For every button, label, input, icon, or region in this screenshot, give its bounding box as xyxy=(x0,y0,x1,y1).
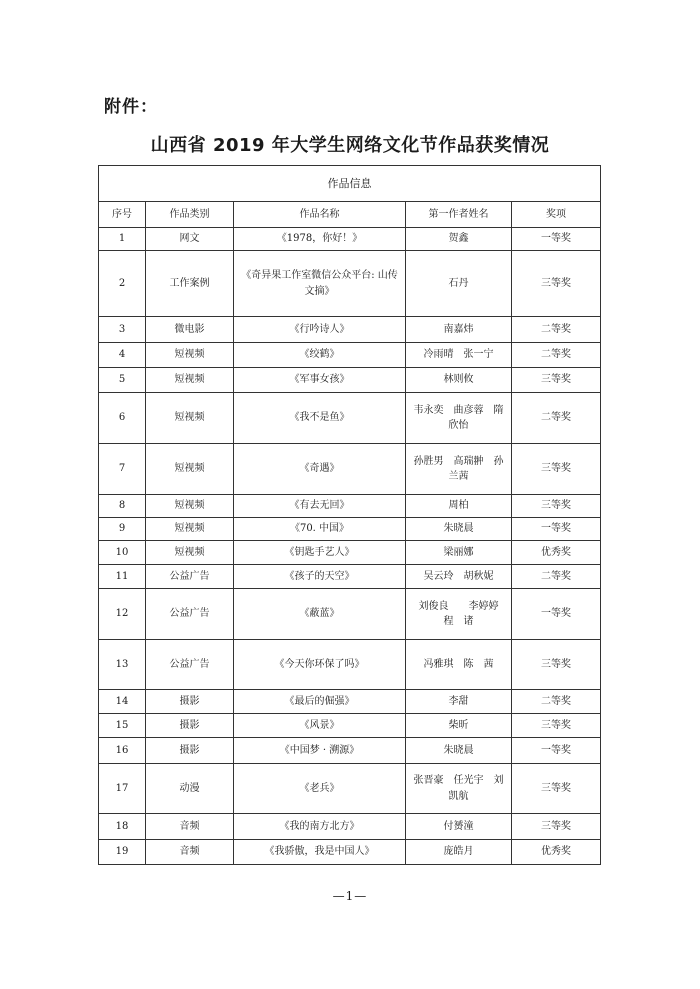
cell-name: 《我骄傲，我是中国人》 xyxy=(234,840,406,865)
column-header-category: 作品类别 xyxy=(146,202,234,228)
table-column-header-row xyxy=(99,202,601,228)
cell-name: 《孩子的天空》 xyxy=(234,565,406,589)
table-row xyxy=(99,444,601,495)
cell-index: 17 xyxy=(99,764,146,814)
cell-category: 短视频 xyxy=(146,368,234,393)
cell-category: 音频 xyxy=(146,814,234,840)
cell-category: 动漫 xyxy=(146,764,234,814)
cell-category: 工作案例 xyxy=(146,251,234,317)
table-row xyxy=(99,690,601,714)
cell-category: 网文 xyxy=(146,228,234,251)
cell-award: 三等奖 xyxy=(512,640,601,690)
column-header-author: 第一作者姓名 xyxy=(406,202,512,228)
cell-index: 4 xyxy=(99,343,146,368)
cell-award: 三等奖 xyxy=(512,495,601,518)
table-group-header-row xyxy=(99,166,601,202)
cell-category: 音频 xyxy=(146,840,234,865)
awards-table xyxy=(98,165,601,865)
cell-index: 16 xyxy=(99,738,146,764)
cell-author: 朱晓晨 xyxy=(406,738,512,764)
cell-author: 朱晓晨 xyxy=(406,518,512,541)
cell-author: 张晋豪 任光宇 刘凯航 xyxy=(406,764,512,814)
cell-author: 刘俊良 李婷婷 程 诸 xyxy=(406,589,512,640)
cell-award: 一等奖 xyxy=(512,228,601,251)
cell-award: 三等奖 xyxy=(512,764,601,814)
cell-index: 18 xyxy=(99,814,146,840)
cell-index: 11 xyxy=(99,565,146,589)
table-row xyxy=(99,840,601,865)
column-header-award: 奖项 xyxy=(512,202,601,228)
cell-name: 《最后的倔强》 xyxy=(234,690,406,714)
cell-name: 《蔽蓝》 xyxy=(234,589,406,640)
cell-award: 一等奖 xyxy=(512,518,601,541)
cell-name: 《我的南方北方》 xyxy=(234,814,406,840)
cell-name: 《绞鹤》 xyxy=(234,343,406,368)
table-row xyxy=(99,541,601,565)
cell-index: 19 xyxy=(99,840,146,865)
cell-award: 优秀奖 xyxy=(512,840,601,865)
cell-author: 贺鑫 xyxy=(406,228,512,251)
cell-author: 吴云玲 胡秋妮 xyxy=(406,565,512,589)
cell-category: 公益广告 xyxy=(146,565,234,589)
cell-award: 一等奖 xyxy=(512,738,601,764)
cell-index: 10 xyxy=(99,541,146,565)
cell-award: 二等奖 xyxy=(512,393,601,444)
cell-category: 短视频 xyxy=(146,541,234,565)
table-row xyxy=(99,814,601,840)
cell-name: 《1978，你好！》 xyxy=(234,228,406,251)
cell-award: 一等奖 xyxy=(512,589,601,640)
cell-index: 15 xyxy=(99,714,146,738)
table-row xyxy=(99,228,601,251)
cell-author: 韦永奕 曲彦蓉 隋欣怡 xyxy=(406,393,512,444)
table-row xyxy=(99,495,601,518)
cell-award: 三等奖 xyxy=(512,814,601,840)
cell-category: 公益广告 xyxy=(146,640,234,690)
cell-category: 短视频 xyxy=(146,393,234,444)
cell-award: 优秀奖 xyxy=(512,541,601,565)
cell-award: 三等奖 xyxy=(512,444,601,495)
cell-award: 三等奖 xyxy=(512,251,601,317)
table-row xyxy=(99,368,601,393)
cell-category: 微电影 xyxy=(146,317,234,343)
table-row xyxy=(99,565,601,589)
table-row xyxy=(99,317,601,343)
cell-category: 短视频 xyxy=(146,343,234,368)
table-row xyxy=(99,714,601,738)
cell-category: 短视频 xyxy=(146,444,234,495)
cell-index: 9 xyxy=(99,518,146,541)
cell-name: 《70. 中国》 xyxy=(234,518,406,541)
cell-index: 12 xyxy=(99,589,146,640)
table-body xyxy=(99,228,601,865)
cell-author: 周柏 xyxy=(406,495,512,518)
cell-author: 柴昕 xyxy=(406,714,512,738)
cell-author: 孙胜男 高瑞翀 孙兰茜 xyxy=(406,444,512,495)
cell-award: 二等奖 xyxy=(512,565,601,589)
cell-award: 三等奖 xyxy=(512,368,601,393)
cell-award: 二等奖 xyxy=(512,690,601,714)
cell-name: 《行吟诗人》 xyxy=(234,317,406,343)
cell-name: 《军事女孩》 xyxy=(234,368,406,393)
cell-name: 《有去无回》 xyxy=(234,495,406,518)
cell-index: 13 xyxy=(99,640,146,690)
cell-name: 《奇遇》 xyxy=(234,444,406,495)
page-title: 山西省 2019 年大学生网络文化节作品获奖情况 xyxy=(150,135,550,156)
attachment-label: 附件： xyxy=(104,97,158,117)
cell-category: 摄影 xyxy=(146,738,234,764)
cell-author: 冯雅琪 陈 茜 xyxy=(406,640,512,690)
cell-author: 石丹 xyxy=(406,251,512,317)
cell-index: 7 xyxy=(99,444,146,495)
cell-author: 南嘉炜 xyxy=(406,317,512,343)
table-row xyxy=(99,518,601,541)
table-row xyxy=(99,251,601,317)
table-row xyxy=(99,589,601,640)
cell-index: 3 xyxy=(99,317,146,343)
cell-name: 《今天你环保了吗》 xyxy=(234,640,406,690)
cell-name: 《老兵》 xyxy=(234,764,406,814)
table-row xyxy=(99,640,601,690)
cell-award: 二等奖 xyxy=(512,343,601,368)
cell-category: 摄影 xyxy=(146,690,234,714)
cell-index: 6 xyxy=(99,393,146,444)
cell-category: 摄影 xyxy=(146,714,234,738)
table-row xyxy=(99,764,601,814)
cell-author: 庞皓月 xyxy=(406,840,512,865)
cell-index: 8 xyxy=(99,495,146,518)
cell-author: 梁丽娜 xyxy=(406,541,512,565)
cell-name: 《奇异果工作室微信公众平台: 山传文摘》 xyxy=(234,251,406,317)
page-number: —1— xyxy=(332,889,368,903)
cell-category: 短视频 xyxy=(146,518,234,541)
cell-award: 三等奖 xyxy=(512,714,601,738)
table-row xyxy=(99,738,601,764)
table-row xyxy=(99,343,601,368)
cell-name: 《钥匙手艺人》 xyxy=(234,541,406,565)
cell-author: 冷雨晴 张一宁 xyxy=(406,343,512,368)
cell-author: 李甜 xyxy=(406,690,512,714)
cell-award: 二等奖 xyxy=(512,317,601,343)
cell-name: 《中国梦 · 溯源》 xyxy=(234,738,406,764)
column-header-name: 作品名称 xyxy=(234,202,406,228)
cell-index: 2 xyxy=(99,251,146,317)
table-row xyxy=(99,393,601,444)
cell-index: 1 xyxy=(99,228,146,251)
cell-category: 短视频 xyxy=(146,495,234,518)
cell-author: 付赟潼 xyxy=(406,814,512,840)
cell-name: 《风景》 xyxy=(234,714,406,738)
group-header-cell: 作品信息 xyxy=(99,166,601,202)
cell-category: 公益广告 xyxy=(146,589,234,640)
cell-name: 《我不是鱼》 xyxy=(234,393,406,444)
column-header-index: 序号 xyxy=(99,202,146,228)
cell-author: 林则攸 xyxy=(406,368,512,393)
cell-index: 14 xyxy=(99,690,146,714)
cell-index: 5 xyxy=(99,368,146,393)
